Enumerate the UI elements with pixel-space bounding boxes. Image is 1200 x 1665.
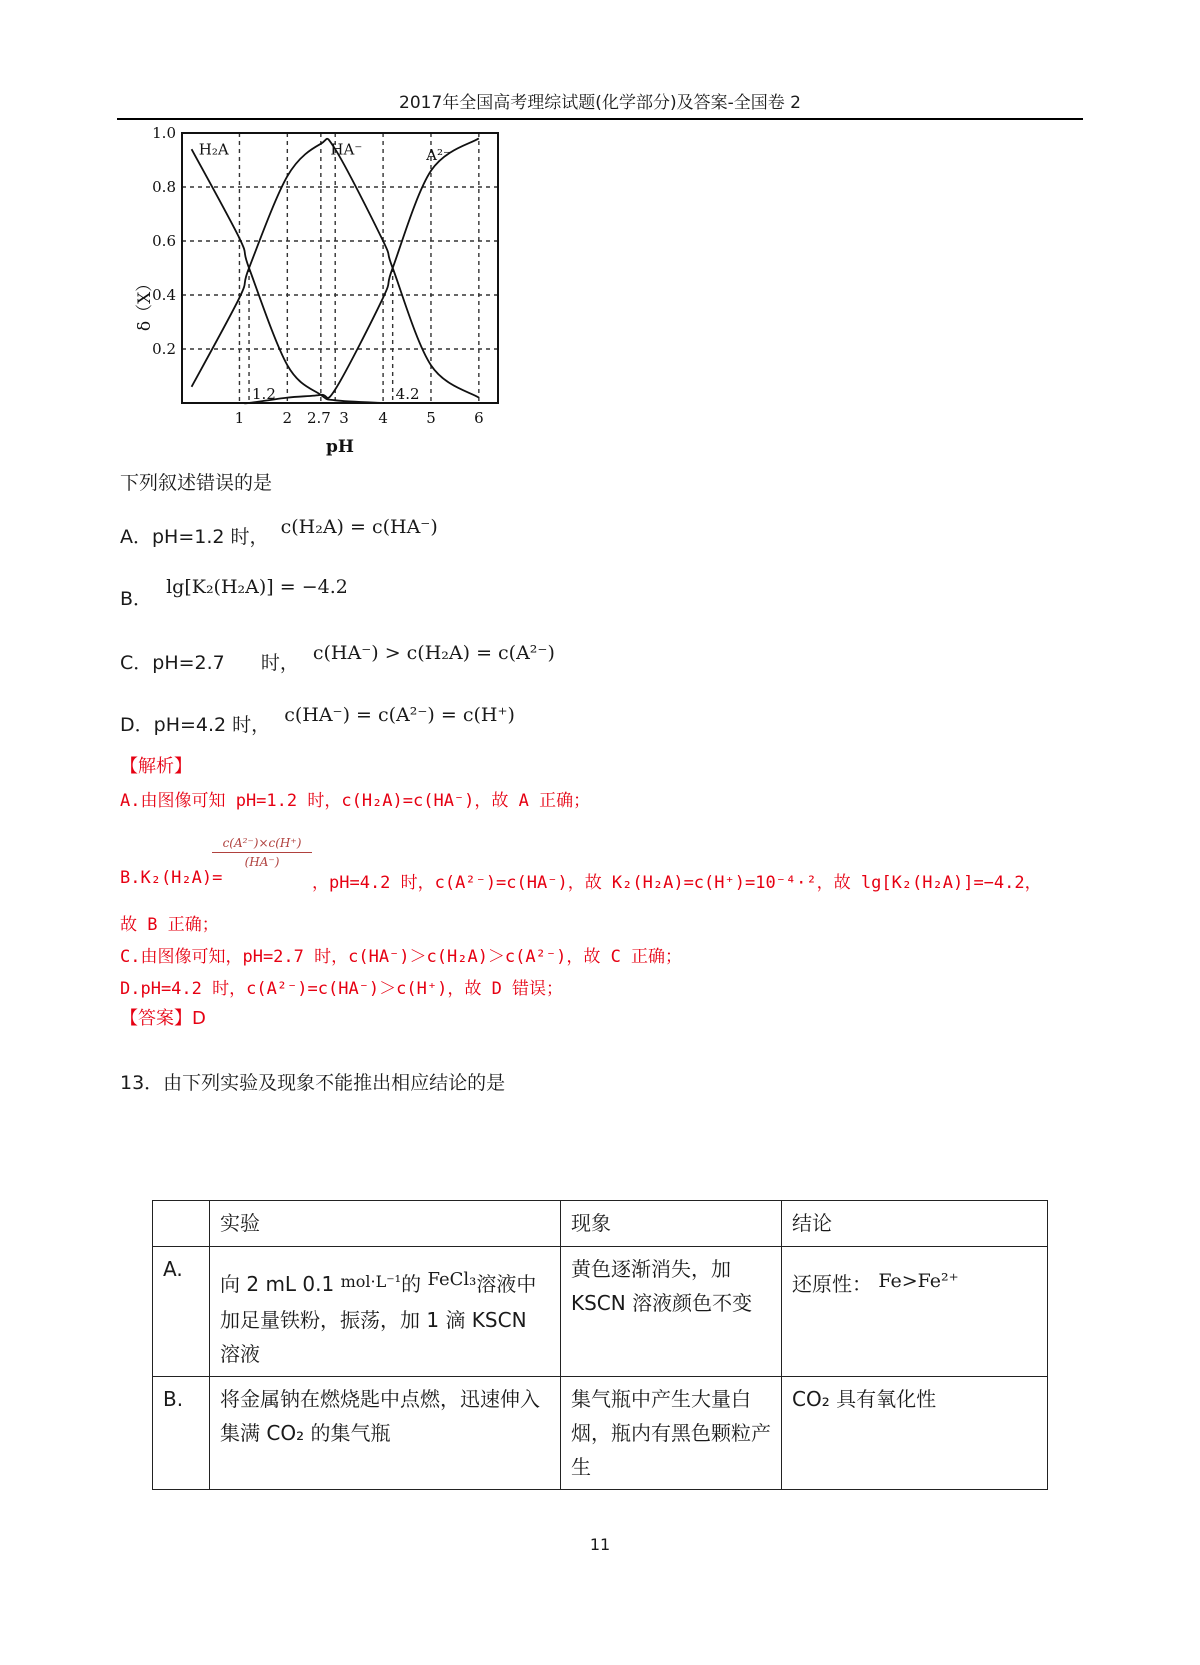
- option-d: [120, 704, 515, 737]
- series-label-ha: HA⁻: [330, 140, 363, 159]
- fraction-denominator: (HA⁻): [244, 855, 280, 869]
- header-cell-phenomenon: 现象: [561, 1201, 782, 1247]
- fraction-numerator: c(A²⁻)×c(H⁺): [212, 836, 312, 853]
- row-b-phenomenon: 集气瓶中产生大量白烟，瓶内有黑色颗粒产生: [561, 1377, 782, 1490]
- q13-stem: 13．由下列实验及现象不能推出相应结论的是: [120, 1072, 506, 1094]
- y-axis-label: δ（X）: [135, 274, 155, 332]
- y-tick-label: 0.8: [152, 178, 176, 196]
- experiment-table: [152, 1200, 1048, 1490]
- header-rule: [117, 118, 1083, 120]
- row-a-concl-part2: Fe>Fe²⁺: [878, 1270, 959, 1292]
- option-c-label: C．pH=2.7: [120, 652, 225, 674]
- row-a-label: A.: [153, 1247, 210, 1377]
- k2-fraction: [212, 836, 312, 869]
- analysis-line-a: A.由图像可知 pH=1.2 时，c(H₂A)=c(HA⁻)，故 A 正确；: [120, 791, 591, 811]
- row-b-conclusion: CO₂ 具有氧化性: [782, 1377, 1048, 1490]
- series-label-a2: A²⁻: [426, 146, 451, 164]
- page-header: 2017年全国高考理综试题(化学部分)及答案-全国卷 2: [399, 93, 801, 113]
- row-a-exp-part3: 溶液中加足量铁粉，振荡，加 1 滴 KSCN 溶液: [220, 1272, 537, 1366]
- header-cell-conclusion: 结论: [782, 1201, 1048, 1247]
- analysis-line-b-suffix: ，pH=4.2 时，c(A²⁻)=c(HA⁻)，故 K₂(H₂A)=c(H⁺)=10⁻⁴·²，故 lg[K₂(H₂A)]=−4.2，: [312, 873, 1042, 893]
- row-b-label: B.: [153, 1377, 210, 1490]
- row-a-phenomenon: 黄色逐渐消失，加 KSCN 溶液颜色不变: [561, 1247, 782, 1377]
- row-a-exp-part2: 的: [401, 1272, 422, 1296]
- chart-labels: [152, 125, 483, 427]
- x-tick-label: 3: [339, 409, 349, 427]
- analysis-line-c: C.由图像可知，pH=2.7 时，c(HA⁻)＞c(H₂A)＞c(A²⁻)，故 C 正确；: [120, 947, 683, 967]
- table-row: [153, 1247, 1048, 1377]
- option-b: [120, 576, 348, 611]
- option-b-label: B．: [120, 588, 153, 610]
- option-a-label: A．pH=1.2 时，: [120, 526, 269, 548]
- option-a: [120, 516, 438, 549]
- y-tick-label: 0.6: [152, 232, 176, 250]
- analysis-line-b-prefix: B.K₂(H₂A)=: [120, 868, 223, 888]
- analysis-line-b-cont: 故 B 正确；: [120, 915, 219, 935]
- option-d-label: D．pH=4.2 时，: [120, 714, 271, 736]
- option-b-formula: lg[K₂(H₂A)] = −4.2: [166, 576, 348, 598]
- chart-grid: [182, 133, 498, 403]
- table-row: [153, 1377, 1048, 1490]
- x-tick-label: 5: [426, 409, 436, 427]
- analysis-line-d: D.pH=4.2 时，c(A²⁻)=c(HA⁻)＞c(H⁺)，故 D 错误；: [120, 979, 564, 999]
- option-c: [120, 642, 555, 675]
- row-a-exp-unit: mol·L⁻¹: [340, 1272, 402, 1291]
- y-tick-label: 0.2: [152, 340, 176, 358]
- distribution-chart: [120, 125, 520, 465]
- analysis-title: 【解析】: [120, 756, 192, 777]
- x-tick-label: 1: [234, 409, 245, 427]
- marker-label: 1.2: [252, 385, 276, 403]
- answer: 【答案】D: [120, 1008, 206, 1029]
- series-label-h2a: H₂A: [198, 140, 229, 159]
- y-tick-label: 1.0: [152, 125, 176, 142]
- row-a-conclusion: [782, 1247, 1048, 1377]
- x-tick-label: 2.7: [306, 409, 331, 427]
- option-c-formula: c(HA⁻) > c(H₂A) = c(A²⁻): [312, 642, 555, 664]
- header-cell-blank: [153, 1201, 210, 1247]
- option-c-suffix: 时，: [260, 652, 299, 674]
- row-b-experiment: 将金属钠在燃烧匙中点燃，迅速伸入集满 CO₂ 的集气瓶: [210, 1377, 561, 1490]
- row-a-exp-part1: 向 2 mL 0.1: [220, 1272, 335, 1296]
- table-header-row: [153, 1201, 1048, 1247]
- question-stem: 下列叙述错误的是: [120, 472, 273, 494]
- x-tick-label: 2: [282, 409, 293, 427]
- row-a-experiment: [210, 1247, 561, 1377]
- header-cell-experiment: 实验: [210, 1201, 561, 1247]
- plot-frame: [182, 133, 498, 403]
- marker-label: 4.2: [395, 385, 420, 403]
- option-d-formula: c(HA⁻) = c(A²⁻) = c(H⁺): [284, 704, 515, 726]
- x-axis-label: pH: [326, 437, 354, 457]
- y-tick-label: 0.4: [152, 286, 176, 304]
- x-tick-label: 6: [474, 409, 484, 427]
- option-a-formula: c(H₂A) = c(HA⁻): [280, 516, 438, 538]
- x-tick-label: 4: [378, 409, 388, 427]
- page-number: 11: [589, 1535, 611, 1554]
- row-a-exp-reagent: FeCl₃: [427, 1269, 477, 1290]
- row-a-concl-part1: 还原性：: [792, 1272, 872, 1296]
